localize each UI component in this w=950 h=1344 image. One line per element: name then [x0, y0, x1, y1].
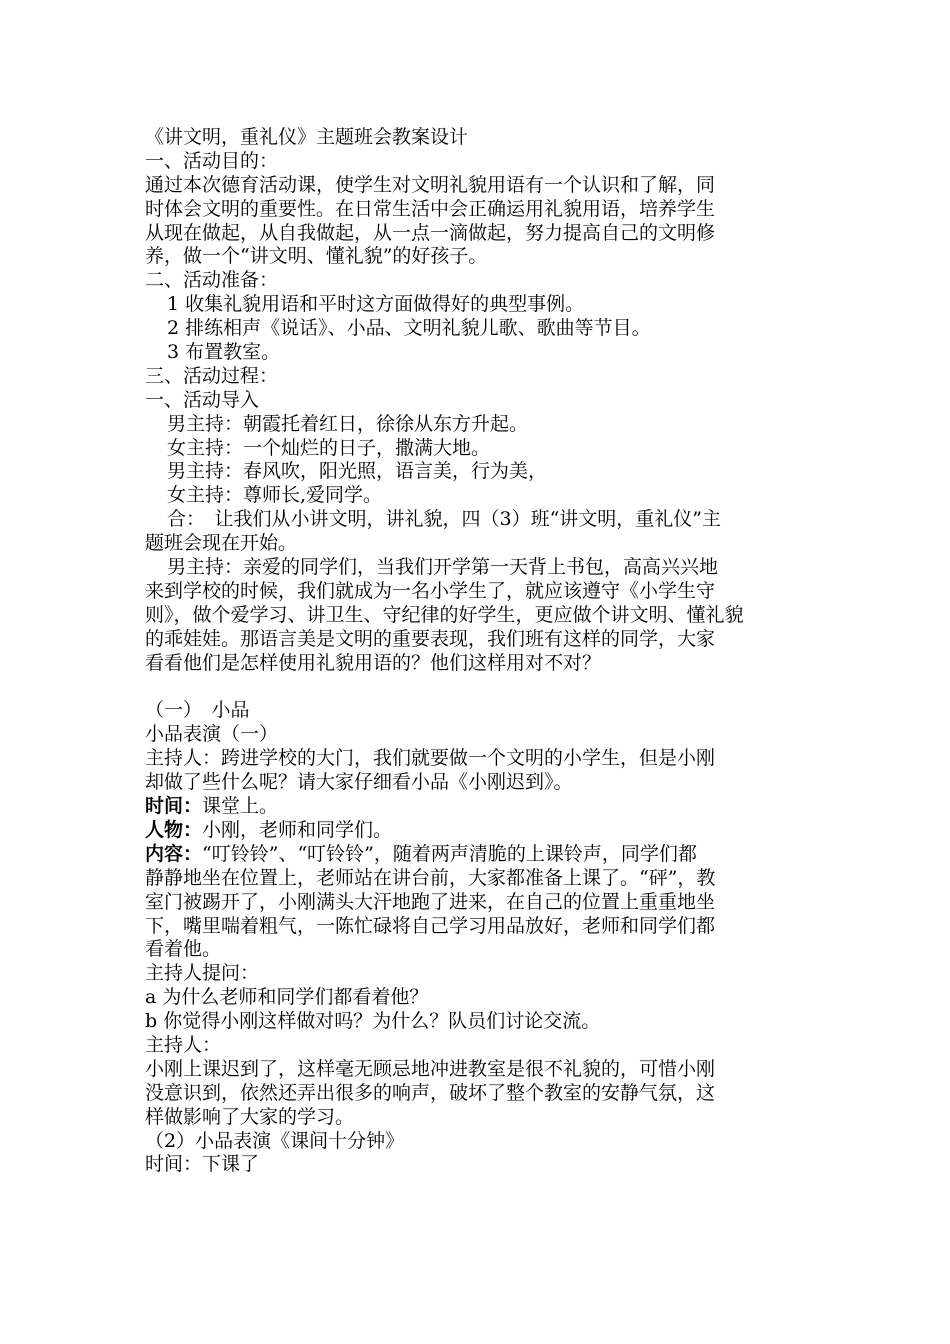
question-item: a 为什么老师和同学们都看着他？ [145, 986, 429, 1009]
preparation-item: 1 收集礼貌用语和平时这方面做得好的典型事例。 [167, 293, 585, 316]
skit1-host-line: 主持人：跨进学校的大门，我们就要做一个文明的小学生，但是小刚 [145, 747, 716, 770]
time-value: 课堂上。 [202, 795, 279, 818]
content-value: “叮铃铃”、“叮铃铃”，随着两声清脆的上课铃声，同学们都 [202, 842, 697, 865]
host-male-line: 则》，做个爱学习、讲卫生、守纪律的好学生，更应做个讲文明、懂礼貌 [145, 603, 744, 626]
host-summary-line: 样做影响了大家的学习。 [145, 1105, 355, 1128]
document-title: 《讲文明，重礼仪》主题班会教案设计 [145, 126, 469, 148]
host-male-line: 看看他们是怎样使用礼貌用语的？他们这样用对不对？ [145, 651, 602, 674]
section-heading-preparation: 二、活动准备： [145, 269, 279, 292]
preparation-item: 2 排练相声《说话》、小品、文明礼貌儿歌、歌曲等节目。 [167, 317, 651, 340]
host-male-line: 的乖娃娃。那语言美是文明的重要表现，我们班有这样的同学，大家 [145, 627, 716, 650]
intro-heading: 一、活动导入 [145, 388, 260, 411]
content-line: 静静地坐在位置上，老师站在讲台前，大家都准备上课了。“砰”，教 [145, 866, 716, 889]
content-line: 看着他。 [145, 938, 222, 961]
skit1-host-line: 却做了些什么呢？请大家仔细看小品《小刚迟到》。 [145, 771, 573, 794]
skit1-people [145, 819, 815, 843]
people-value: 小刚，老师和同学们。 [202, 818, 393, 841]
intro-line: 男主持：朝霞托着红日，徐徐从东方升起。 [167, 412, 529, 435]
question-item: b 你觉得小刚这样做对吗？为什么？队员们讨论交流。 [145, 1010, 601, 1033]
skit1-content [145, 843, 815, 867]
host-male-line: 男主持：亲爱的同学们，当我们开学第一天背上书包，高高兴兴地 [167, 556, 719, 579]
host-summary-line: 没意识到，依然还弄出很多的响声，破坏了整个教室的安静气氛，这 [145, 1081, 716, 1104]
intro-line: 女主持：尊师长,爱同学。 [167, 484, 383, 507]
section-heading-process: 三、活动过程： [145, 364, 279, 387]
purpose-line: 养，做一个“讲文明、懂礼貌”的好孩子。 [145, 245, 488, 268]
skit2-time: 时间：下课了 [145, 1153, 260, 1176]
part-heading-skit: （一） 小品 [145, 699, 250, 722]
section-heading-purpose: 一、活动目的： [145, 149, 279, 172]
host-summary-line: 小刚上课迟到了，这样毫无顾忌地冲进教室是很不礼貌的，可惜小刚 [145, 1057, 716, 1080]
intro-line: 女主持：一个灿烂的日子，撒满大地。 [167, 436, 491, 459]
purpose-line: 时体会文明的重要性。在日常生活中会正确运用礼貌用语，培养学生 [145, 197, 716, 220]
purpose-line: 通过本次德育活动课，使学生对文明礼貌用语有一个认识和了解，同 [145, 173, 716, 196]
host-question-heading: 主持人提问： [145, 962, 260, 985]
time-label: 时间： [145, 795, 203, 818]
preparation-item: 3 布置教室。 [167, 341, 281, 364]
skit1-time [145, 795, 815, 819]
content-line: 下，嘴里喘着粗气，一陈忙碌将自己学习用品放好，老师和同学们都 [145, 914, 716, 937]
together-line: 合： 让我们从小讲文明，讲礼貌，四（3）班“讲文明，重礼仪”主 [167, 508, 722, 531]
people-label: 人物： [145, 818, 203, 841]
purpose-line: 从现在做起，从自我做起，从一点一滴做起，努力提高自己的文明修 [145, 221, 716, 244]
intro-line: 男主持：春风吹，阳光照，语言美，行为美， [167, 460, 548, 483]
skit2-heading: （2）小品表演《课间十分钟》 [145, 1129, 405, 1152]
blank-line [145, 675, 815, 699]
content-label: 内容： [145, 842, 203, 865]
document-page [145, 126, 815, 1177]
host-male-line: 来到学校的时候，我们就成为一名小学生了，就应该遵守《小学生守 [145, 579, 716, 602]
content-line: 室门被踢开了，小刚满头大汗地跑了进来，在自己的位置上重重地坐 [145, 890, 716, 913]
skit1-heading: 小品表演（一） [145, 723, 279, 746]
host-label: 主持人： [145, 1033, 222, 1056]
together-line: 题班会现在开始。 [145, 532, 298, 555]
